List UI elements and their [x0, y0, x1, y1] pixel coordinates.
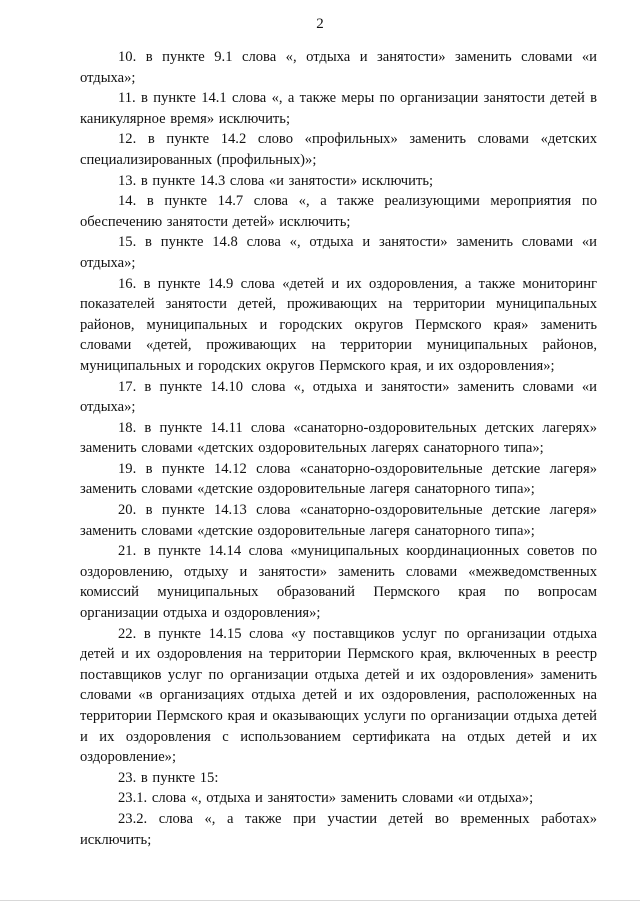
page-number: 2	[316, 16, 324, 32]
amendment-item-17: 17. в пункте 14.10 слова «, отдыха и занятости» заменить словами «и отдыха»;	[80, 378, 597, 416]
amendment-subitem-23-2: 23.2. слова «, а также при участии детей во временных работах» исключить;	[80, 810, 597, 848]
amendment-item-10: 10. в пункте 9.1 слова «, отдыха и занятости» заменить словами «и отдыха»;	[80, 49, 597, 86]
amendment-item-12: 12. в пункте 14.2 слово «профильных» заменить словами «детских специализированных (профильных)»;	[80, 131, 597, 168]
page-bottom-edge	[0, 900, 640, 901]
document-body	[80, 47, 597, 850]
amendment-item-15: 15. в пункте 14.8 слова «, отдыха и занятости» заменить словами «и отдыха»;	[80, 234, 597, 271]
amendment-item-20: 20. в пункте 14.13 слова «санаторно-оздоровительные детские лагеря» заменить словами «детские оздоровительные лагеря санаторного типа»;	[80, 502, 597, 539]
amendment-item-14: 14. в пункте 14.7 слова «, а также реализующими мероприятия по обеспечению занятости детей» исключить;	[80, 193, 597, 230]
amendment-item-13: 13. в пункте 14.3 слова «и занятости» исключить;	[118, 172, 434, 189]
amendment-item-23: 23. в пункте 15:	[118, 769, 219, 786]
amendment-subitem-23-1: 23.1. слова «, отдыха и занятости» заменить словами «и отдыха»;	[118, 790, 534, 807]
amendment-item-11: 11. в пункте 14.1 слова «, а также меры по организации занятости детей в каникулярное время» исключить;	[80, 90, 597, 127]
amendment-item-21: 21. в пункте 14.14 слова «муниципальных координационных советов по оздоровлению, отдыху и занятости» заменить словами «межведомственных комиссий муниципальных образований Пермского края по вопросам организации отдыха и оздоровления»;	[80, 543, 597, 622]
amendment-item-16: 16. в пункте 14.9 слова «детей и их оздоровления, а также мониторинг показателей занятости детей, проживающих на территории муниципальных районов, муниципальных и городских округов Пермского края» заменить словами «детей, проживающих на территории муниципальных районов, муниципальных и городских округов Пермского края, и их оздоровления»;	[80, 275, 597, 374]
amendment-item-18: 18. в пункте 14.11 слова «санаторно-оздоровительных детских лагерях» заменить словами «детских оздоровительных лагерях санаторного типа»;	[80, 419, 597, 457]
amendment-item-22: 22. в пункте 14.15 слова «у поставщиков услуг по организации отдыха детей и их оздоровления на территории Пермского края, включенных в реестр поставщиков услуг по организации отдыха детей и их оздоровления» заменить словами «в организациях отдыха детей и их оздоровления, расположенных на территории Пермского края и оказывающих услуги по организации отдыха детей и их оздоровления с использованием сертификата на отдых детей и их оздоровление»;	[80, 625, 597, 766]
amendment-item-19: 19. в пункте 14.12 слова «санаторно-оздоровительные детские лагеря» заменить словами «детские оздоровительные лагеря санаторного типа»;	[80, 460, 597, 498]
